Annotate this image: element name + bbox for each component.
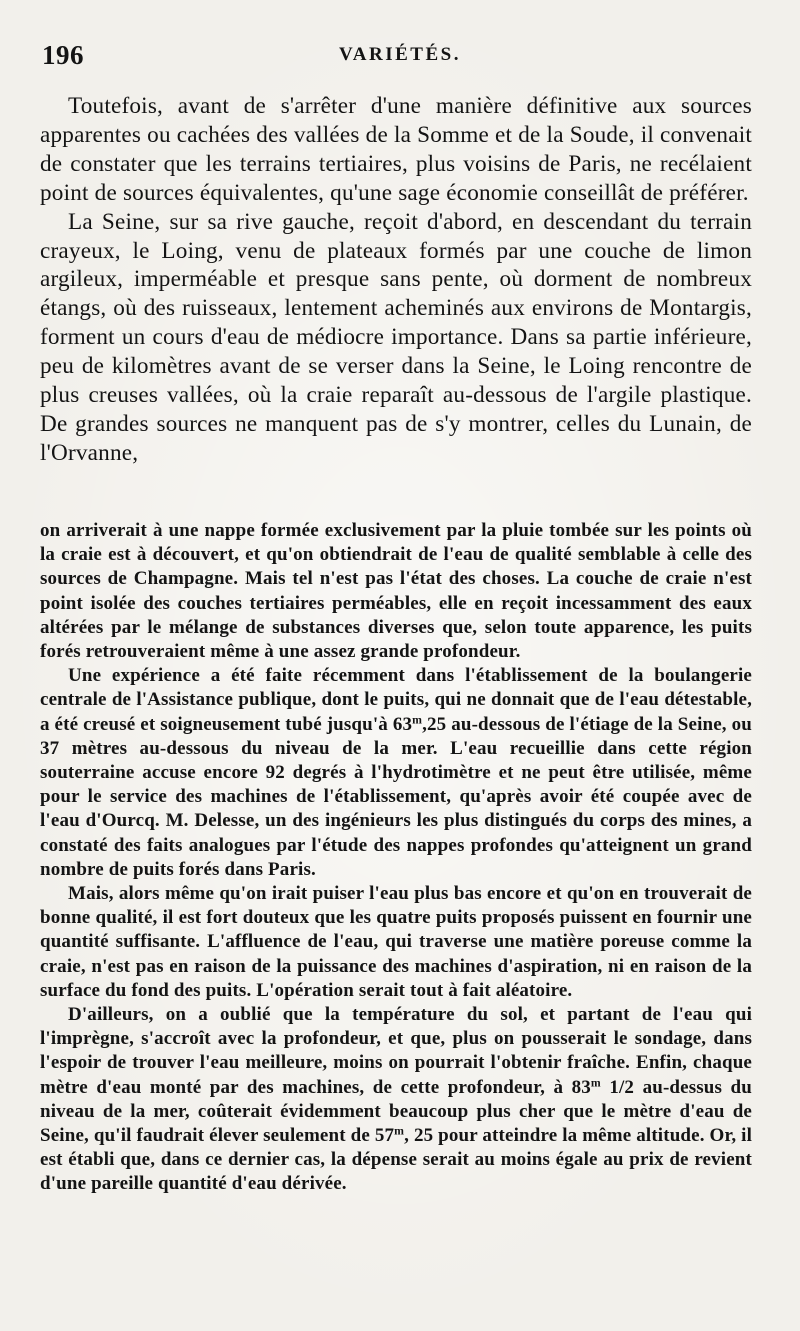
unit-superscript: m [412, 713, 423, 727]
paragraph-la-seine: La Seine, sur sa rive gauche, reçoit d'abord, en descendant du terrain crayeux, le Loing, venu de plateaux formés par une couche de limon argileux, imperméable et presque sans pente, où dorment de nombreux étangs, où des ruisseaux, lentement acheminés aux environs de Montargis, forment un cours d'eau de médiocre importance. Dans sa partie inférieure, peu de kilomètres avant de se verser dans la Seine, le Loing rencontre de plus creuses vallées, où la craie reparaît au-dessous de l'argile plastique. De grandes sources ne manquent pas de s'y montrer, celles du Lunain, de l'Orvanne, [40, 208, 752, 466]
page-header [40, 40, 760, 76]
paragraph-mais: Mais, alors même qu'on irait puiser l'eau plus bas encore et qu'on en trouverait de bonne qualité, il est fort douteux que les quatre puits proposés puissent en fournir une quantité suffisante. L'affluence de l'eau, qui traverse une matière poreuse comme la craie, n'est pas en raison de la puissance des machines d'aspiration, ni en raison de la surface du fond des puits. L'opération serait tout à fait aléatoire. [40, 883, 752, 1001]
paragraph-experience [40, 664, 752, 882]
measure-value: 63 [392, 713, 413, 735]
text-segment: ,25 au-dessous de l'étiage de la Seine, ou 37 mètres au-dessous du niveau de la mer. L'eau recueillie dans cette région souterraine accuse encore 92 degrés à l'hydrotimètre et ne peut être utilisée, même pour le service des machines de l'établissement, qu'après avoir été coupée avec de l'eau d'Ourcq. M. Delesse, un des ingénieurs les plus distingués du corps des mines, a constaté des faits analogues par l'étude des nappes profondes qu'atteignent un grand nombre de puits forés dans Paris. [40, 713, 752, 880]
text-segment: D'ailleurs, on a oublié que la température du sol, et partant de l'eau qui l'imprègne, s'accroît avec la profondeur, et que, plus on pousserait le sondage, dans l'espoir de trouver l'eau meilleure, moins on pourrait l'obtenir fraîche. Enfin, chaque mètre d'eau monté par des machines, de cette profondeur, à [40, 1004, 752, 1098]
text-segment: Une expérience a été faite récemment dans l'établissement de la boulangerie centrale de l'Assistance publique, dont le puits, qui ne donnait que de l'eau détestable, a été creusé et soigneusement tubé jusqu'à [40, 665, 752, 735]
unit-superscript: m [394, 1124, 405, 1138]
measure-value: 83 [571, 1076, 591, 1098]
fraction-value: 1/2 [600, 1076, 635, 1098]
paragraph-continuation: on arriverait à une nappe formée exclusivement par la pluie tombée sur les points où la craie est à découvert, et qu'on obtiendrait de l'eau de qualité semblable à celle des sources de Champagne. Mais tel n'est pas l'état des choses. La couche de craie n'est point isolée des couches tertiaires perméables, elle en reçoit incessamment des eaux altérées par le mélange de substances diverses que, selon toute apparence, les puits forés retrouveraient même à une assez grande profondeur. [40, 520, 752, 663]
paragraph-toutefois: Toutefois, avant de s'arrêter d'une manière définitive aux sources apparentes ou cachées des vallées de la Somme et de la Soude, il convenait de constater que les terrains tertiaires, plus voisins de Paris, ne recélaient point de sources équivalentes, qu'une sage économie conseillât de préférer. [40, 93, 752, 206]
upper-text-block [40, 92, 752, 468]
text-segment: , 25 pour atteindre la même altitude. Or, il est établi que, dans ce dernier cas, la dépense serait au moins égale au prix de revient d'une pareille quantité d'eau dérivée. [40, 1125, 752, 1195]
unit-superscript: m [590, 1076, 601, 1090]
measure-value: 57 [374, 1125, 395, 1147]
lower-text-block [40, 519, 752, 1197]
page-number: 196 [42, 40, 84, 70]
running-head: VARIÉTÉS. [339, 44, 461, 65]
paragraph-d-ailleurs [40, 1003, 752, 1197]
text-segment: au-dessus du niveau de la mer, coûterait évidemment beaucoup plus cher que le mètre d'eau de Seine, qu'il faudrait élever seulement de [40, 1076, 752, 1147]
